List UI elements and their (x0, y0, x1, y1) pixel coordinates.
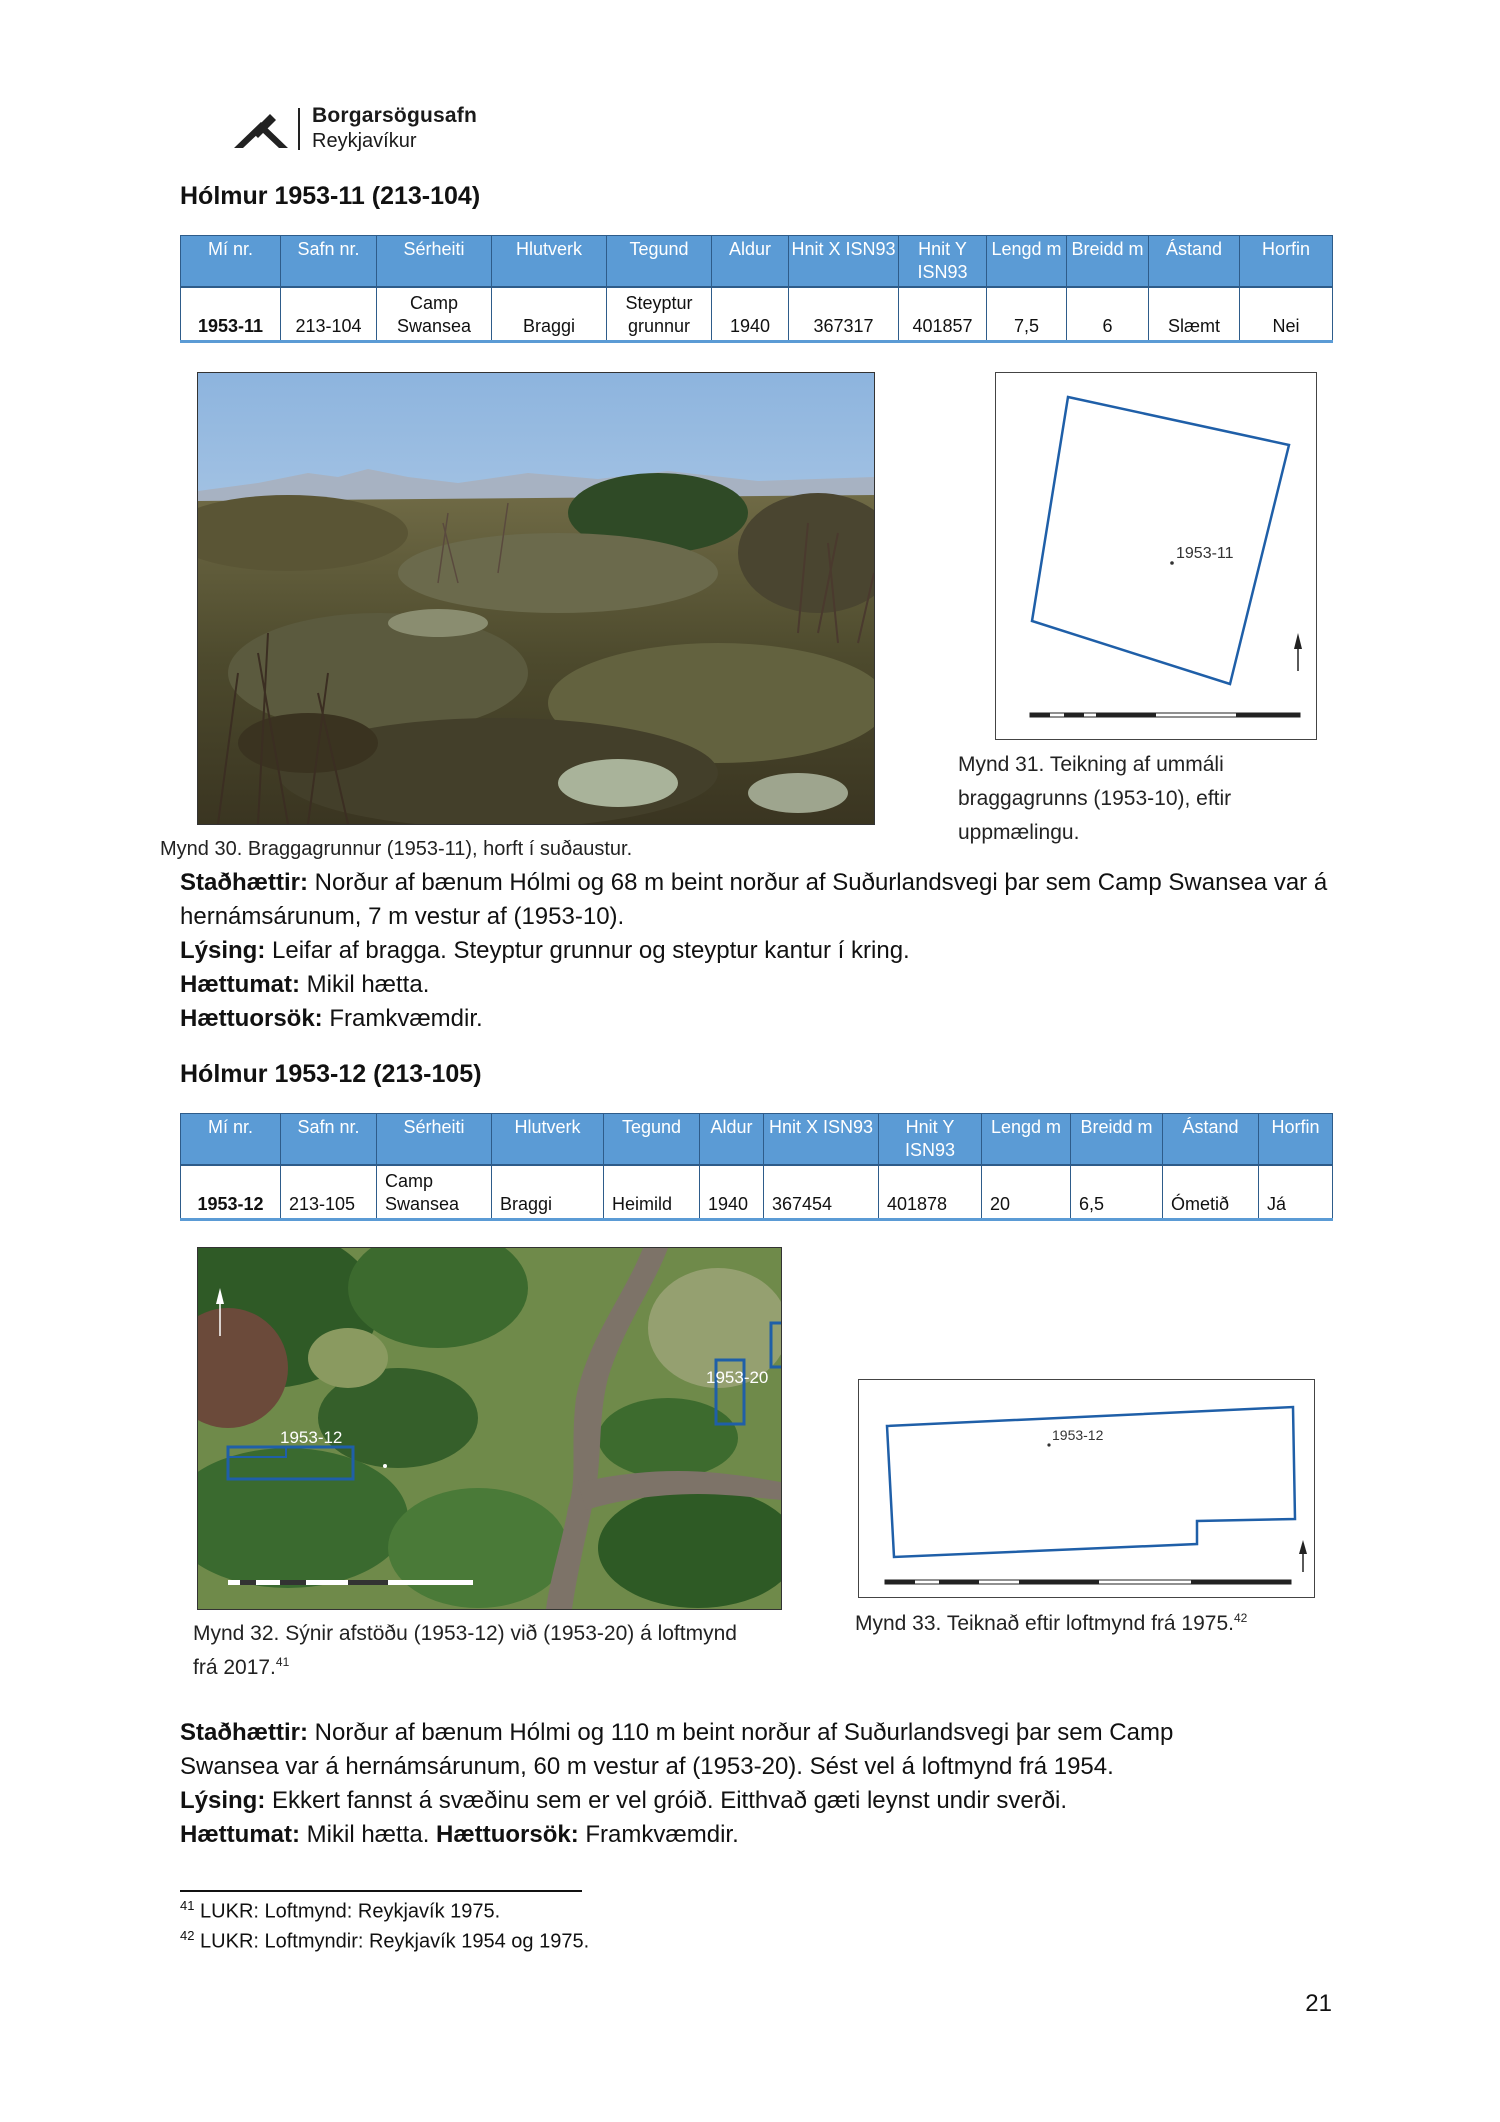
drawing-point-label: 1953-11 (1176, 545, 1234, 562)
record-table (180, 1113, 1333, 1221)
table-cell: 213-105 (281, 1165, 377, 1220)
field-label: Hættuorsök: (180, 1005, 323, 1032)
figure-caption: Mynd 31. Teikning af ummáli braggagrunns (1953-10), eftir uppmælingu. (958, 753, 1232, 844)
column-header: Ástand (1163, 1114, 1259, 1166)
table-cell: 367454 (764, 1165, 879, 1220)
caption-text: Mynd 32. Sýnir afstöðu (1953-12) við (1953-20) á loftmynd frá 2017. (193, 1622, 737, 1679)
footnote (180, 1898, 500, 1924)
table-cell: 401857 (899, 287, 987, 342)
table-cell: Braggi (492, 287, 607, 342)
column-header: Horfin (1259, 1114, 1333, 1166)
column-header: Breidd m (1067, 236, 1149, 288)
field-value: Framkvæmdir. (329, 1005, 483, 1032)
field-label: Staðhættir: (180, 1719, 308, 1746)
field-label: Staðhættir: (180, 869, 308, 896)
table-cell: 6,5 (1071, 1165, 1163, 1220)
field-value: Mikil hætta. (306, 971, 430, 998)
column-header: Hnit X ISN93 (764, 1114, 879, 1166)
column-header: Safn nr. (281, 1114, 377, 1166)
table-cell: 1940 (700, 1165, 764, 1220)
field-value: Framkvæmdir. (585, 1821, 739, 1848)
field-value: Norður af bænum Hólmi og 110 m beint norður af Suðurlandsvegi þar sem Camp Swansea var á hernámsárunum, 60 m vestur af (1953-20). Sést vel á loftmynd frá 1954. (180, 1719, 1174, 1780)
field-value: Mikil hætta. (306, 1821, 430, 1848)
table-cell: 367317 (789, 287, 899, 342)
table-header-row (181, 236, 1333, 288)
figure-caption: Mynd 30. Braggagrunnur (1953-11), horft í suðaustur. (160, 838, 633, 860)
table-cell: 20 (982, 1165, 1071, 1220)
record-table (180, 235, 1333, 343)
table-cell: 1940 (712, 287, 789, 342)
field-value: Ekkert fannst á svæðinu sem er vel gróið. Eitthvað gæti leynst undir sverði. (272, 1787, 1068, 1814)
drawing-point-label: 1953-12 (1052, 1427, 1104, 1443)
table-cell: Ómetið (1163, 1165, 1259, 1220)
section-title: Hólmur 1953-12 (213-105) (180, 1060, 482, 1088)
table-cell: Nei (1240, 287, 1333, 342)
table-cell: 6 (1067, 287, 1149, 342)
table-cell: Já (1259, 1165, 1333, 1220)
aerial-label: 1953-20 (706, 1368, 769, 1387)
column-header: Tegund (604, 1114, 700, 1166)
column-header: Breidd m (1071, 1114, 1163, 1166)
column-header: Lengd m (987, 236, 1067, 288)
column-header: Hnit Y ISN93 (879, 1114, 982, 1166)
outline-drawing (995, 372, 1317, 740)
footnote-divider (180, 1890, 582, 1892)
figure-caption (855, 1607, 1335, 1641)
column-header: Hnit Y ISN93 (899, 236, 987, 288)
lysing-paragraph (180, 1784, 1340, 1818)
table-row (181, 287, 1333, 342)
lysing-paragraph (180, 934, 1340, 968)
section-title: Hólmur 1953-11 (213-104) (180, 182, 481, 210)
field-label: Lýsing: (180, 1787, 266, 1814)
field-label: Hættumat: (180, 1821, 300, 1848)
site-photo (197, 372, 875, 825)
roof-logo-icon (232, 108, 290, 154)
column-header: Mí nr. (181, 236, 281, 288)
footnote (180, 1928, 589, 1954)
north-arrow-icon (1299, 1540, 1307, 1572)
risk-paragraph (180, 1818, 1340, 1852)
footnote-ref: 42 (1233, 1611, 1248, 1625)
footnote-ref: 41 (275, 1655, 290, 1669)
column-header: Lengd m (982, 1114, 1071, 1166)
aerial-label: 1953-12 (280, 1428, 343, 1447)
column-header: Hlutverk (492, 236, 607, 288)
field-label: Hættuorsök: (436, 1821, 579, 1848)
haettumat-paragraph (180, 968, 1340, 1002)
table-cell: Camp Swansea (377, 287, 492, 342)
logo-divider (298, 108, 300, 150)
org-subtitle: Reykjavíkur (312, 130, 417, 152)
column-header: Safn nr. (281, 236, 377, 288)
table-cell: Steyptur grunnur (607, 287, 712, 342)
footnote-number: 42 (180, 1928, 195, 1943)
scale-bar-icon (228, 1580, 473, 1585)
stadhaettir-paragraph (180, 1716, 1260, 1784)
table-cell: 1953-12 (181, 1165, 281, 1220)
field-label: Lýsing: (180, 937, 266, 964)
figure-caption (193, 1617, 753, 1685)
org-name: Borgarsögusafn (312, 104, 477, 127)
field-label: Hættumat: (180, 971, 300, 998)
column-header: Sérheiti (377, 236, 492, 288)
scale-bar-icon (885, 1580, 1291, 1584)
table-cell: 213-104 (281, 287, 377, 342)
column-header: Aldur (700, 1114, 764, 1166)
table-cell: Slæmt (1149, 287, 1240, 342)
footnote-text: LUKR: Loftmynd: Reykjavík 1975. (200, 1900, 501, 1923)
field-value: Norður af bænum Hólmi og 68 m beint norður af Suðurlandsvegi þar sem Camp Swansea var á hernámsárunum, 7 m vestur af (1953-10). (180, 869, 1328, 930)
table-cell: 7,5 (987, 287, 1067, 342)
table-row (181, 1165, 1333, 1220)
stadhaettir-paragraph (180, 866, 1340, 934)
aerial-photo-illustration (198, 1248, 781, 1609)
table-header-row (181, 1114, 1333, 1166)
footnote-number: 41 (180, 1898, 195, 1913)
column-header: Mí nr. (181, 1114, 281, 1166)
table-cell: Heimild (604, 1165, 700, 1220)
column-header: Hnit X ISN93 (789, 236, 899, 288)
footnote-text: LUKR: Loftmyndir: Reykjavík 1954 og 1975. (200, 1930, 590, 1953)
table-cell: Braggi (492, 1165, 604, 1220)
building-outline-drawing (859, 1380, 1314, 1597)
column-header: Aldur (712, 236, 789, 288)
building-outline-drawing (996, 373, 1316, 739)
field-value: Leifar af bragga. Steyptur grunnur og steyptur kantur í kring. (272, 937, 910, 964)
caption-text: Mynd 33. Teiknað eftir loftmynd frá 1975. (855, 1612, 1234, 1635)
aerial-photo (197, 1247, 782, 1610)
column-header: Hlutverk (492, 1114, 604, 1166)
museum-logo (232, 106, 492, 154)
column-header: Sérheiti (377, 1114, 492, 1166)
haettuorsok-paragraph (180, 1002, 1340, 1036)
table-cell: Camp Swansea (377, 1165, 492, 1220)
scale-bar-icon (1030, 713, 1300, 717)
column-header: Ástand (1149, 236, 1240, 288)
outline-drawing (858, 1379, 1315, 1598)
landscape-photo-illustration (198, 373, 874, 824)
column-header: Tegund (607, 236, 712, 288)
table-cell: 401878 (879, 1165, 982, 1220)
column-header: Horfin (1240, 236, 1333, 288)
north-arrow-icon (1294, 633, 1302, 671)
page-number: 21 (1305, 1990, 1332, 2017)
table-cell: 1953-11 (181, 287, 281, 342)
